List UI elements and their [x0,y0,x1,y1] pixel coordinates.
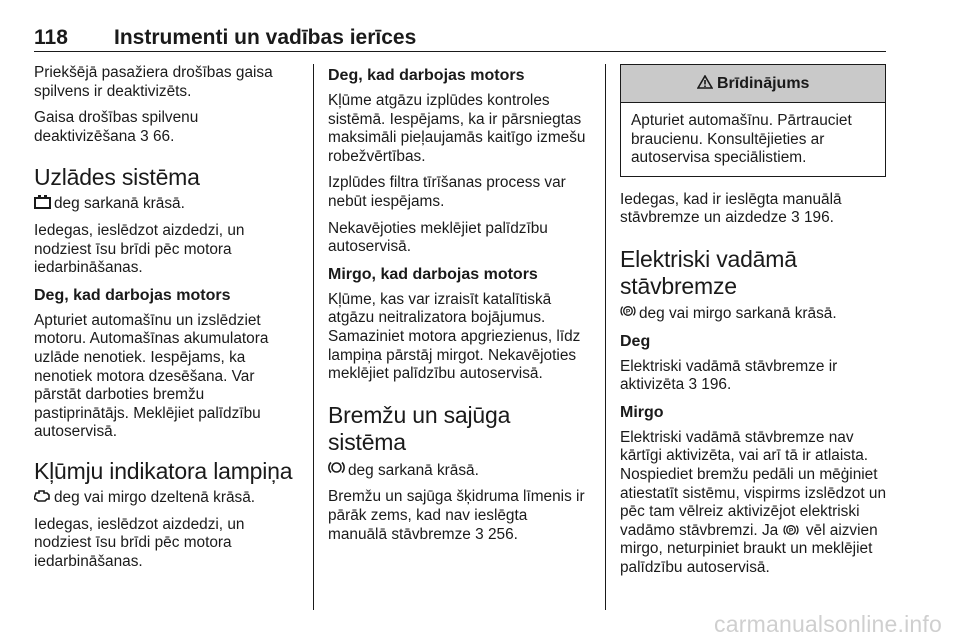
column-divider-2 [605,64,606,610]
mil-flashing-text: Kļūme, kas var izraisīt katalītiskā atgāzu neitralizatora bojājumus. Samaziniet motora apgriezienus, līdz lampiņa pārstāj mirgot. Nekavējoties meklējiet palīdzību autoservisā. [328,290,581,383]
page-ref-link[interactable]: 3 66. [140,127,175,145]
column-divider-1 [313,64,314,610]
battery-icon [34,197,51,209]
epb-flashing-heading: Mirgo [620,403,664,421]
parking-brake-lamp-text: Iedegas, kad ir ieslēgta manuālā stāvbremze un aizdedze 3 196. [620,190,842,227]
brake-fluid-text: Bremžu un sajūga šķidruma līmenis ir pārāk zems, kad nav ieslēgta manuālā stāvbremze 3 256. [328,488,585,543]
charging-running-heading: Deg, kad darbojas motors [34,286,231,304]
malfunction-info-text: Iedegas, ieslēdzot aizdedzi, un nodziest īsu brīdi pēc motora iedarbināšanas. [34,515,245,570]
column-2 [328,64,590,552]
parking-brake-icon [783,522,799,541]
brake-indicator-text: deg sarkanā krāsā. [328,460,590,481]
warning-body [621,103,885,176]
watermark: carmanualsonline.info [714,611,942,637]
warning-triangle-icon [697,75,717,92]
mil-flashing-heading: Mirgo, kad darbojas motors [328,265,538,283]
engine-check-icon [34,489,51,508]
airbag-deactivated-text: Priekšējā pasažiera drošības gaisa spilvens ir deaktivizēts. [34,64,273,100]
warning-header: Brīdinājums [621,65,885,103]
page-ref-link[interactable]: 3 256. [475,525,518,543]
airbag-deactivation-ref: Gaisa drošības spilvenu deaktivizēšana 3 66. [34,109,199,145]
charging-indicator-text: deg sarkanā krāsā. [34,195,296,214]
page-number: 118 [34,26,68,49]
mil-running-text: Kļūme atgāzu izplūdes kontroles sistēmā. Iespējams, ka ir pārsniegtas maksimāli pieļaujamās kaitīgo izmešu robežvērtības. [328,92,586,165]
epb-indicator-text: P deg vai mirgo sarkanā krāsā. [620,304,886,324]
column-3 [620,64,886,586]
warning-text: Apturiet automašīnu. Pārtrauciet braucienu. Konsultējieties ar autoservisa speciālistiem. [631,112,852,167]
malfunction-lamp-heading: Kļūmju indikatora lampiņa [34,457,293,484]
page-header [34,26,886,52]
mil-running-heading: Deg, kad darbojas motors [328,67,525,84]
electric-parking-brake-heading: Elektriski vadāmā stāvbremze [620,245,797,299]
brake-clutch-heading: Bremžu un sajūga sistēma [328,401,511,455]
warning-box [620,64,886,177]
header-divider [34,51,886,52]
malfunction-indicator-text: deg vai mirgo dzeltenā krāsā. [34,489,296,508]
page-ref-link[interactable]: 3 196. [688,376,732,394]
epb-on-heading: Deg [620,332,651,350]
svg-text:P: P [625,308,631,316]
column-1 [34,64,296,579]
charging-info-text: Iedegas, ieslēdzot aizdedzi, un nodziest īsu brīdi pēc motora iedarbināšanas. [34,221,245,277]
svg-text:P: P [788,527,793,535]
brake-icon [328,460,345,481]
seek-service-text: Nekavējoties meklējiet palīdzību autoservisā. [328,219,548,256]
chapter-title: Instrumenti un vadības ierīces [114,26,417,49]
charging-system-heading: Uzlādes sistēma [34,164,200,191]
epb-flashing-text: Elektriski vadāmā stāvbremze nav kārtīgi aktivizēta, vai arī tā ir atlaista. Nospiediet bremžu pedāli un mēģiniet atiestatīt sistēmu, vispirms izslēdzot un pēc tam vēlreiz aktivizējot elektriski vadāmo stāvbremzi. Ja P vēl aizvien mirgo, neturpiniet braukt un meklējiet palīdzību autoservisā. [620,428,887,576]
parking-brake-icon [620,304,636,324]
epb-on-text: Elektriski vadāmā stāvbremze ir aktivizēta 3 196. [620,357,838,394]
filter-cleaning-text: Izplūdes filtra tīrīšanas process var nebūt iespējams. [328,174,566,210]
page-ref-link[interactable]: 3 196. [791,209,834,227]
charging-running-text: Apturiet automašīnu un izslēdziet motoru. Automašīnas akumulatora uzlāde nenotiek. Iespējams, ka nenotiek motora dzesēšana. Var pārstāt darboties bremžu pastiprinātājs. Meklējiet palīdzību autoservisā. [34,311,269,441]
